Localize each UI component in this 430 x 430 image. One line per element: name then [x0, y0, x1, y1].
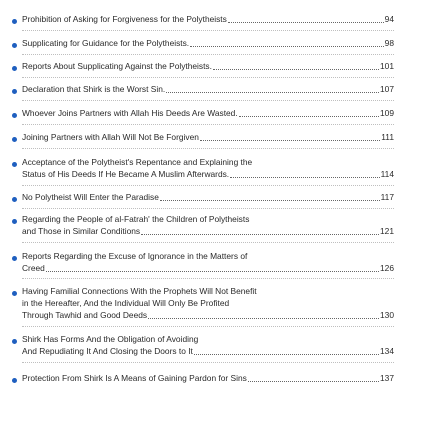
divider — [22, 185, 394, 186]
page-number: 114 — [380, 169, 394, 179]
entry-title-continued: And Repudiating It And Closing the Doors to It — [22, 346, 193, 356]
dot-leader — [228, 22, 384, 23]
page-number: 94 — [384, 14, 394, 24]
divider — [22, 30, 394, 31]
dot-leader — [230, 177, 380, 178]
dot-leader — [160, 200, 380, 201]
entry-title: No Polytheist Will Enter the Paradise — [22, 192, 159, 202]
page-number: 121 — [380, 226, 394, 236]
page-number: 134 — [380, 346, 394, 356]
dot-leader — [46, 271, 379, 272]
page-number: 126 — [380, 263, 394, 273]
bullet-icon — [12, 19, 17, 24]
entry-title: Shirk Has Forms And the Obligation of Avoiding — [22, 334, 199, 344]
page-number: 137 — [380, 373, 394, 383]
entry-title: Reports Regarding the Excuse of Ignorance in the Matters of — [22, 251, 248, 261]
entry-title: Supplicating for Guidance for the Polytheists. — [22, 38, 190, 48]
entry-title: Whoever Joins Partners with Allah His Deeds Are Wasted. — [22, 108, 238, 118]
dot-leader — [166, 92, 379, 93]
entry-title: Regarding the People of al-Fatrah' the Children of Polytheists — [22, 214, 250, 224]
bullet-icon — [12, 256, 17, 261]
divider — [22, 278, 394, 279]
entry-title: Acceptance of the Polytheist's Repentance and Explaining the — [22, 157, 253, 167]
divider — [22, 124, 394, 125]
page-number: 130 — [380, 310, 394, 320]
bullet-icon — [12, 162, 17, 167]
dot-leader — [213, 69, 379, 70]
bullet-icon — [12, 339, 17, 344]
bullet-icon — [12, 378, 17, 383]
bullet-icon — [12, 219, 17, 224]
entry-title-continued: Status of His Deeds If He Became A Muslim Afterwards. — [22, 169, 230, 179]
dot-leader — [200, 140, 380, 141]
entry-title: Protection From Shirk Is A Means of Gaining Pardon for Sins — [22, 373, 247, 383]
entry-title: Joining Partners with Allah Will Not Be Forgiven — [22, 132, 199, 142]
page-number: 101 — [380, 61, 394, 71]
bullet-icon — [12, 113, 17, 118]
page-number: 109 — [380, 108, 394, 118]
bullet-icon — [12, 43, 17, 48]
page-number: 107 — [380, 84, 394, 94]
divider — [22, 242, 394, 243]
entry-title: Having Familial Connections With the Prophets Will Not Benefit — [22, 286, 257, 296]
entry-title-continued: Creed — [22, 263, 45, 273]
dot-leader — [190, 46, 384, 47]
page-number: 111 — [381, 132, 394, 142]
bullet-icon — [12, 89, 17, 94]
page-number: 117 — [380, 192, 394, 202]
dot-leader — [248, 381, 379, 382]
bullet-icon — [12, 197, 17, 202]
dot-leader — [148, 318, 379, 319]
divider — [22, 77, 394, 78]
entry-title: Reports About Supplicating Against the Polytheists. — [22, 61, 212, 71]
divider — [22, 362, 394, 363]
dot-leader — [141, 234, 379, 235]
divider — [22, 208, 394, 209]
bullet-icon — [12, 66, 17, 71]
dot-leader — [194, 354, 379, 355]
page-number: 98 — [384, 38, 394, 48]
entry-title-continued: Through Tawhid and Good Deeds — [22, 310, 148, 320]
divider — [22, 148, 394, 149]
entry-title: Declaration that Shirk is the Worst Sin. — [22, 84, 166, 94]
bullet-icon — [12, 137, 17, 142]
entry-title-continued: and Those in Similar Conditions — [22, 226, 141, 236]
divider — [22, 326, 394, 327]
entry-title-continued: in the Hereafter, And the Individual Will Only Be Profited — [22, 298, 230, 308]
divider — [22, 54, 394, 55]
dot-leader — [239, 116, 379, 117]
divider — [22, 100, 394, 101]
entry-title: Prohibition of Asking for Forgiveness for the Polytheists — [22, 14, 227, 24]
bullet-icon — [12, 291, 17, 296]
